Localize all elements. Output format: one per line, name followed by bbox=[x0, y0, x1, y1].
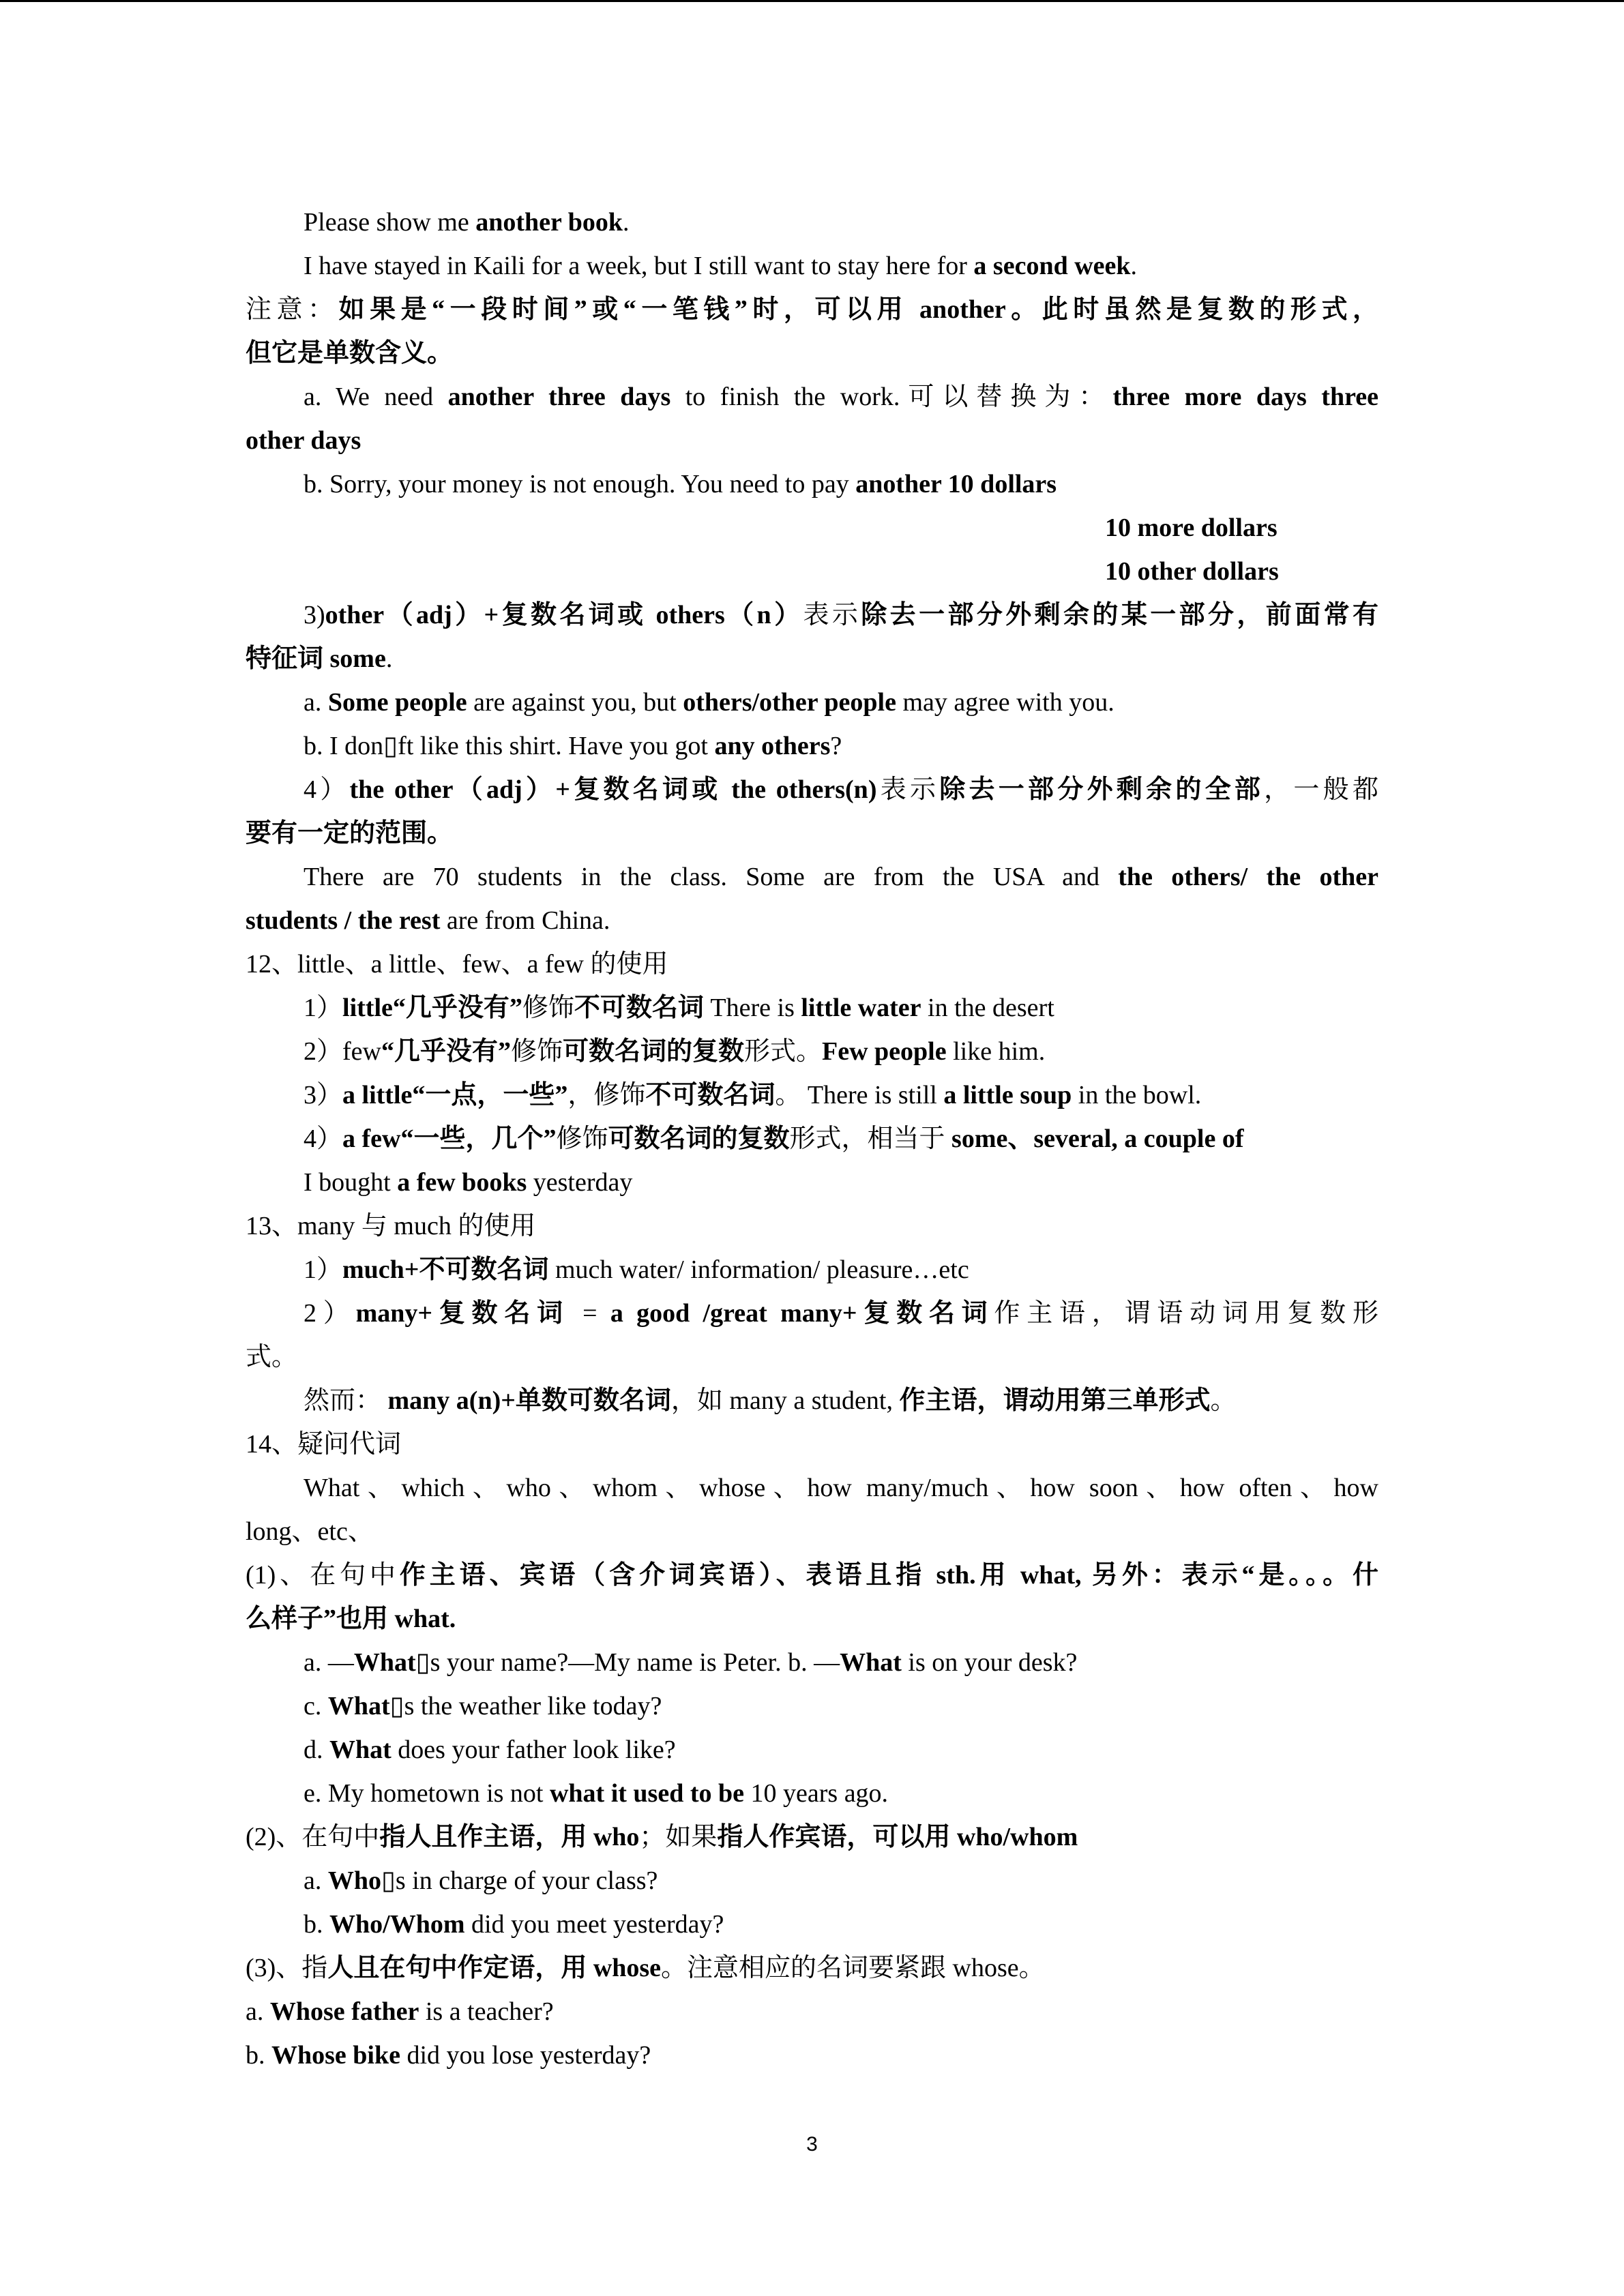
bold-text: some、several, a couple of bbox=[951, 1124, 1244, 1153]
text-span: What、which、who、whom、whose、how many/much、how soon、how often、how bbox=[304, 1474, 1378, 1502]
text-line bbox=[246, 1950, 1378, 1986]
text-span: a. We need bbox=[304, 383, 448, 411]
bold-text: many a(n)+单数可数名词 bbox=[387, 1386, 671, 1415]
text-span: ，如 many a student, bbox=[670, 1386, 900, 1415]
bold-text: other（adj）+复数名词或 others（n） bbox=[325, 601, 803, 629]
bold-text: 特征词 some bbox=[246, 644, 386, 673]
text-line bbox=[304, 1165, 1378, 1200]
bold-text: Whose bike bbox=[271, 2041, 400, 2070]
bold-text: 10 other dollars bbox=[1105, 557, 1279, 586]
text-line bbox=[1105, 554, 1378, 589]
text-span: a. — bbox=[304, 1648, 354, 1677]
bold-text: 人且在句中作定语，用 whose bbox=[327, 1954, 662, 1982]
text-span: I bought bbox=[304, 1168, 398, 1197]
text-span: is a teacher? bbox=[419, 1997, 554, 2026]
text-span: 3） bbox=[304, 1081, 343, 1109]
text-span: does your father look like? bbox=[391, 1735, 676, 1764]
bold-text: another three days bbox=[447, 383, 671, 411]
text-span: c. bbox=[304, 1692, 328, 1720]
bold-text: 但它是单数含义。 bbox=[246, 339, 454, 368]
text-span: 。注意相应的名词要紧跟 whose。 bbox=[661, 1954, 1045, 1982]
bold-text: a little“一点，一些” bbox=[342, 1081, 568, 1109]
text-line bbox=[246, 903, 1378, 938]
text-span: . bbox=[385, 644, 393, 673]
bold-text: What bbox=[353, 1648, 416, 1677]
text-span: b. bbox=[246, 2041, 271, 2070]
bold-text: a little soup bbox=[943, 1081, 1072, 1109]
text-span: 表示 bbox=[803, 601, 861, 629]
section-heading bbox=[246, 946, 1378, 982]
bold-text: 作主语、宾语（含介词宾语）、表语且指 sth.用 what, bbox=[399, 1561, 1082, 1590]
text-line bbox=[304, 205, 1378, 240]
bold-text: another 10 dollars bbox=[855, 470, 1057, 498]
text-span: are against you, but bbox=[467, 688, 683, 717]
bold-text: 另外：表示“是。。。什 bbox=[1091, 1561, 1378, 1590]
text-span: (1)、在句中 bbox=[246, 1561, 400, 1590]
text-span: in the desert bbox=[921, 994, 1054, 1022]
text-span: 作主语，谓语动词用复数形 bbox=[994, 1299, 1378, 1328]
text-span: 式。 bbox=[246, 1343, 298, 1371]
text-span: There is bbox=[703, 994, 801, 1022]
text-span: ▯s your name?—My name is Peter. b. — bbox=[415, 1648, 840, 1677]
text-span: = bbox=[569, 1299, 610, 1328]
text-span: 1） bbox=[304, 1255, 343, 1284]
text-line bbox=[304, 772, 1378, 807]
text-line bbox=[304, 685, 1378, 720]
page-number: 3 bbox=[806, 2133, 818, 2156]
bold-text: 可数名词的复数 bbox=[563, 1037, 745, 1066]
bold-text: Who/Whom bbox=[329, 1910, 465, 1939]
bold-text: the other（adj）+复数名词或 the others(n) bbox=[349, 775, 877, 804]
text-span: 12、little、a little、few、a few 的使用 bbox=[246, 950, 668, 979]
text-span: There are 70 students in the class. Some are from the USA and bbox=[304, 863, 1119, 891]
bold-text: 除去一部分外剩余的全部 bbox=[939, 775, 1265, 804]
text-line bbox=[246, 816, 1378, 851]
text-span: 4） bbox=[304, 775, 350, 804]
text-line bbox=[304, 1034, 1378, 1069]
text-span: 形式，相当于 bbox=[789, 1124, 952, 1153]
text-span: did you lose yesterday? bbox=[400, 2041, 651, 2070]
text-line bbox=[304, 1077, 1378, 1113]
bold-text: 指人且作主语，用 who bbox=[379, 1823, 640, 1851]
text-line bbox=[304, 1121, 1378, 1157]
text-span: like him. bbox=[946, 1037, 1046, 1066]
bold-text: the others/ the other bbox=[1118, 863, 1378, 891]
bold-text: much+不可数名词 bbox=[342, 1255, 549, 1284]
bold-text: Few people bbox=[822, 1037, 947, 1066]
text-span: 2） bbox=[304, 1299, 356, 1328]
bold-text: 不可数名词 bbox=[645, 1081, 776, 1109]
text-span bbox=[1082, 1561, 1092, 1590]
bold-text: What bbox=[327, 1692, 390, 1720]
text-span: 14、疑问代词 bbox=[246, 1430, 402, 1459]
bold-text: what it used to be bbox=[549, 1779, 745, 1808]
text-span: did you meet yesterday? bbox=[464, 1910, 724, 1939]
section-heading bbox=[246, 1427, 1378, 1462]
text-line bbox=[246, 1514, 1378, 1549]
text-line bbox=[246, 2038, 1378, 2073]
text-line bbox=[246, 292, 1378, 327]
bold-text: Whose father bbox=[269, 1997, 419, 2026]
text-span: ▯s the weather like today? bbox=[389, 1692, 662, 1720]
text-span: is on your desk? bbox=[901, 1648, 1078, 1677]
text-span: a. bbox=[246, 1997, 270, 2026]
text-line bbox=[1105, 510, 1378, 546]
text-line bbox=[304, 379, 1378, 415]
text-span: 13、many 与 much 的使用 bbox=[246, 1212, 536, 1240]
bold-text: a few books bbox=[397, 1168, 527, 1197]
bold-text: a second week bbox=[973, 252, 1131, 280]
text-line bbox=[246, 641, 1378, 676]
text-line bbox=[304, 1470, 1378, 1506]
text-span: d. bbox=[304, 1735, 329, 1764]
text-span: 4） bbox=[304, 1124, 343, 1153]
bold-text: What bbox=[329, 1735, 392, 1764]
text-line bbox=[304, 1688, 1378, 1724]
bold-text: a few“一些，几个” bbox=[342, 1124, 557, 1153]
text-line bbox=[304, 990, 1378, 1026]
text-span: . bbox=[1130, 252, 1138, 280]
text-span: ? bbox=[830, 732, 842, 760]
text-span: 10 years ago. bbox=[744, 1779, 889, 1808]
text-line bbox=[246, 336, 1378, 371]
bold-text: little“几乎没有” bbox=[342, 994, 522, 1022]
text-span: (3)、指 bbox=[246, 1954, 328, 1982]
bold-text: 10 more dollars bbox=[1105, 513, 1278, 542]
bold-text: 作主语，谓动用第三单形式 bbox=[899, 1386, 1211, 1415]
text-span: 3) bbox=[304, 601, 325, 629]
text-span: (2)、在句中 bbox=[246, 1823, 380, 1851]
bold-text: What bbox=[840, 1648, 902, 1677]
bold-text: little water bbox=[801, 994, 921, 1022]
text-line bbox=[304, 466, 1378, 502]
section-heading bbox=[246, 1208, 1378, 1244]
text-span: 表示 bbox=[876, 775, 940, 804]
bold-text: 除去一部分外剩余的某一部分，前面常有 bbox=[861, 601, 1378, 629]
text-span: 注意： bbox=[246, 295, 339, 324]
text-line bbox=[246, 1994, 1378, 2029]
text-span: . bbox=[622, 208, 630, 237]
text-line bbox=[246, 1557, 1378, 1593]
bold-text: 要有一定的范围。 bbox=[246, 819, 454, 848]
bold-text: 不可数名词 bbox=[574, 994, 704, 1022]
text-line bbox=[304, 728, 1378, 764]
bold-text: other days bbox=[246, 426, 361, 455]
text-span: e. My hometown is not bbox=[304, 1779, 550, 1808]
text-span: 修饰 bbox=[522, 994, 574, 1022]
text-span: may agree with you. bbox=[896, 688, 1114, 717]
text-line bbox=[246, 1339, 1378, 1375]
text-span: yesterday bbox=[527, 1168, 633, 1197]
text-line bbox=[304, 597, 1378, 633]
bold-text: students / the rest bbox=[246, 906, 441, 935]
bold-text: many+复数名词 bbox=[355, 1299, 570, 1328]
text-span: 1） bbox=[304, 994, 343, 1022]
bold-text: 指人作宾语，可以用 who/whom bbox=[717, 1823, 1078, 1851]
text-span: 形式。 bbox=[744, 1037, 823, 1066]
text-span: a. bbox=[304, 688, 328, 717]
text-line bbox=[304, 1732, 1378, 1768]
bold-text: 可数名词的复数 bbox=[608, 1124, 790, 1153]
text-span: long、etc、 bbox=[246, 1517, 374, 1546]
text-line bbox=[246, 1601, 1378, 1637]
text-span: b. I don▯ft like this shirt. Have you got bbox=[304, 732, 715, 760]
bold-text: others/other people bbox=[683, 688, 896, 717]
text-span: b. Sorry, your money is not enough. You need to pay bbox=[304, 470, 856, 498]
text-span: b. bbox=[304, 1910, 329, 1939]
text-line bbox=[304, 1383, 1378, 1418]
text-span: 修饰 bbox=[556, 1124, 608, 1153]
text-span: 。 There is still bbox=[775, 1081, 944, 1109]
bold-text: another book bbox=[475, 208, 623, 237]
text-line bbox=[246, 1819, 1378, 1855]
text-line bbox=[304, 1907, 1378, 1942]
text-span: ▯s in charge of your class? bbox=[381, 1866, 658, 1895]
text-span: ；如果 bbox=[639, 1823, 718, 1851]
bold-text: Who bbox=[327, 1866, 382, 1895]
text-span: I have stayed in Kaili for a week, but I still want to stay here for bbox=[304, 252, 974, 280]
text-span: to finish the work.可以替换为： bbox=[670, 383, 1113, 411]
text-span: are from China. bbox=[440, 906, 610, 935]
text-span: ，一般都 bbox=[1264, 775, 1378, 804]
bold-text: a good /great many+复数名词 bbox=[610, 1299, 994, 1328]
bold-text: three more days three bbox=[1112, 383, 1378, 411]
bold-text: Some people bbox=[327, 688, 467, 717]
text-span: 2）few bbox=[304, 1037, 381, 1066]
text-line bbox=[304, 1863, 1378, 1898]
text-span: Please show me bbox=[304, 208, 476, 237]
text-line bbox=[304, 859, 1378, 895]
text-span: in the bowl. bbox=[1072, 1081, 1202, 1109]
bold-text: 如果是“一段时间”或“一笔钱”时，可以用 another。此时虽然是复数的形式， bbox=[338, 295, 1378, 324]
text-line bbox=[304, 1296, 1378, 1331]
bold-text: 么样子”也用 what. bbox=[246, 1605, 456, 1633]
bold-text: “几乎没有” bbox=[381, 1037, 511, 1066]
text-span: 然而： bbox=[304, 1386, 388, 1415]
text-span: ，修饰 bbox=[567, 1081, 646, 1109]
text-span: 修饰 bbox=[510, 1037, 563, 1066]
text-line bbox=[304, 1645, 1378, 1680]
text-line bbox=[304, 1252, 1378, 1287]
text-span: much water/ information/ pleasure…etc bbox=[548, 1255, 969, 1284]
bold-text: any others bbox=[714, 732, 831, 760]
text-line bbox=[304, 1776, 1378, 1811]
text-line bbox=[304, 248, 1378, 284]
text-span: a. bbox=[304, 1866, 328, 1895]
text-span: 。 bbox=[1210, 1386, 1237, 1415]
text-line bbox=[246, 423, 1378, 458]
